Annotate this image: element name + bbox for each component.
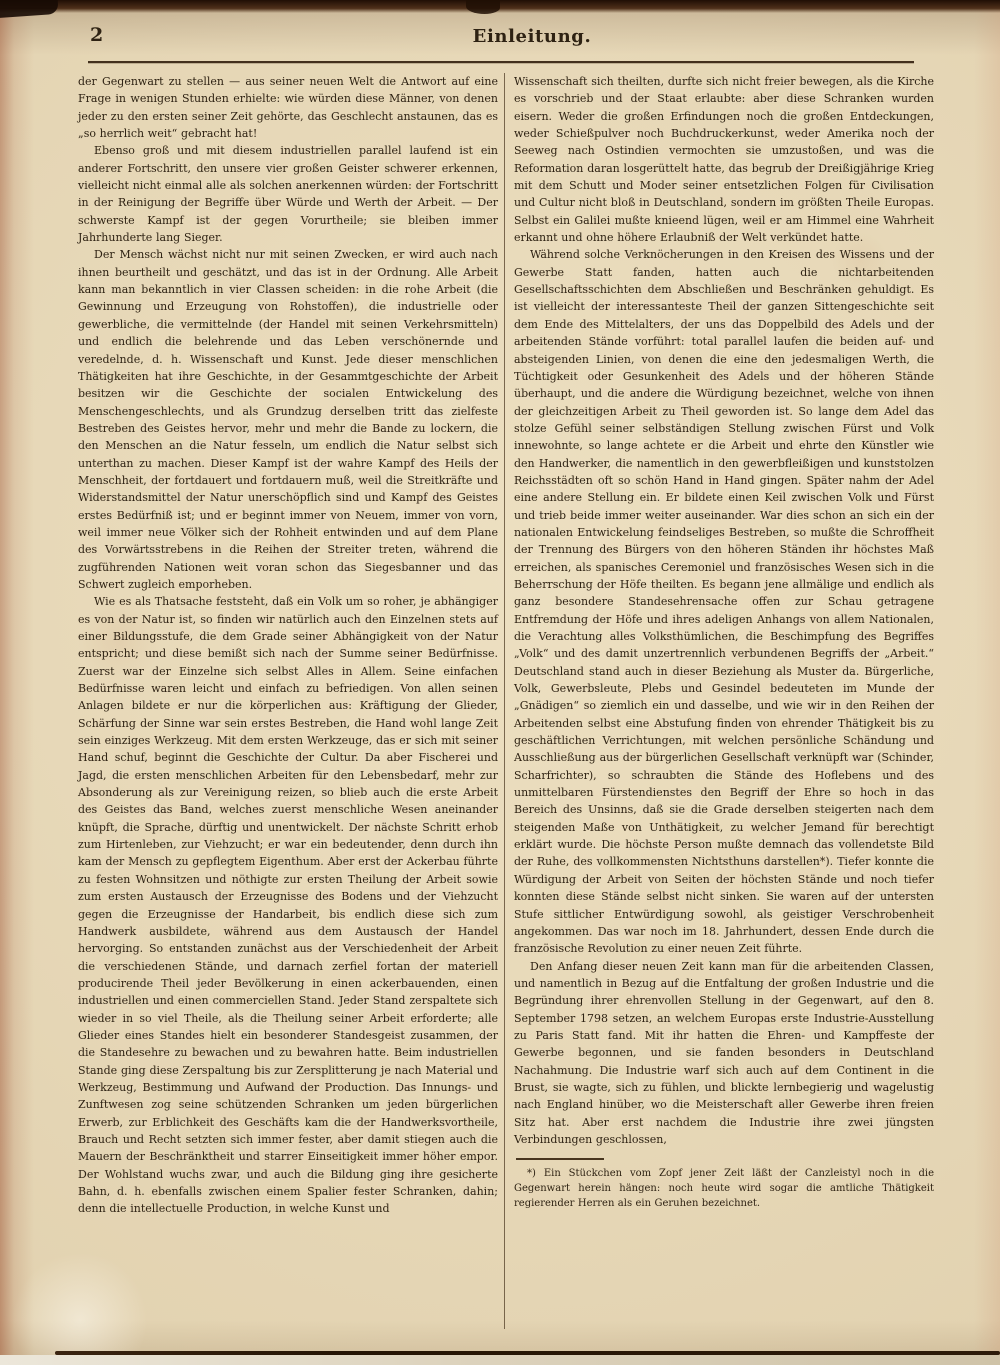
footnote-rule (516, 1158, 604, 1160)
paragraph: Wie es als Thatsache feststeht, daß ein Volk um so roher, je abhängiger es von der Natur ist, so finden wir natürlich auch den Einzelnen stets auf einer Bildungsstufe, die dem Grade seiner Abhängigkeit von der Natur entspricht; und diese bemißt sich nach der Summe seiner Bedürfnisse. Zuerst war der Einzelne sich selbst Alles in Allem. Seine einfachen Bedürfnisse waren leicht und einfach zu befriedigen. Von allen seinen Anlagen bildete er nur die körperlichen aus: Kräftigung der Glieder, Schärfung der Sinne war sein erstes Bestreben, die Hand wohl lange Zeit sein einziges Werkzeug. Mit dem ersten Werkzeuge, das er sich mit seiner Hand schuf, beginnt die Geschichte der Cultur. Da aber Fischerei und Jagd, die ersten menschlichen Arbeiten für den Lebensbedarf, mehr zur Absonderung als zur Vereinigung reizen, so blieb auch die erste Arbeit des Geistes das Band, welches zuerst menschliche Wesen aneinander knüpft, die Sprache, dürftig und unentwickelt. Der nächste Schritt erhob zum Hirtenleben, zur Viehzucht; er war ein bedeutender, denn durch ihn kam der Mensch zu gepflegtem Eigenthum. Aber erst der Ackerbau führte zu festen Wohnsitzen und nöthigte zur ersten Theilung der Arbeit sowie zum ersten Austausch der Erzeugnisse des Bodens und der Viehzucht gegen die Erzeugnisse der Handarbeit, bis endlich diese sich zum Handwerk ausbildete, während aus dem Austausch der Handel hervorging. So entstanden zunächst aus der Verschiedenheit der Arbeit die verschiedenen Stände, und darnach zerfiel fortan der materiell producirende Theil jeder Bevölkerung in einen ackerbauenden, einen industriellen und einen commerciellen Stand. Jeder Stand zerspaltete sich wieder in so viel Theile, als die Theilung seiner Arbeit erforderte; alle Glieder eines Standes hielt ein besonderer Standesgeist zusammen, der die Standesehre zu bewachen und zu bewahren hatte. Beim industriellen Stande ging diese Zerspaltung bis zur Zersplitterung je nach Material und Werkzeug, Bestimmung und Aufwand der Production. Das Innungs- und Zunftwesen zog seine schützenden Schranken um jeden bürgerlichen Erwerb, zur Erblichkeit des Geschäfts kam die der Handwerksvortheile, Brauch und Recht setzten sich immer fester, aber damit stiegen auch die Mauern der Beschränktheit und starrer Einseitigkeit immer höher empor. Der Wohlstand wuchs zwar, und auch die Bildung ging ihre gesicherte Bahn, d. h. ebenfalls zwischen einem Spalier fester Schranken, dahin; denn die intellectuelle Production, in welche Kunst und (78, 595, 498, 1216)
page-title: Einleitung. (472, 26, 592, 47)
paragraph: der Gegenwart zu stellen — aus seiner neuen Welt die Antwort auf eine Frage in wenigen Stunden erhielte: wie würden diese Männer, von denen jeder zu den ersten seiner Zeit gehörte, das Geschlecht anstaunen, das es „so herrlich weit“ gebracht hat! (78, 75, 498, 141)
scan-bottom-edge (55, 1351, 1000, 1355)
paragraph: Wissenschaft sich theilten, durfte sich nicht freier bewegen, als die Kirche es vorschrieb und der Staat erlaubte: aber diese Schranken wurden eisern. Weder die großen Erfindungen noch die großen Entdeckungen, weder Schießpulver noch Buchdruckerkunst, weder Amerika noch der Seeweg nach Ostindien vermochten sie umzustoßen, und was die Reformation daran losgerüttelt hatte, das begrub der Dreißigjährige Krieg mit dem Schutt und Moder seiner entsetzlichen Folgen für Civilisation und Cultur nicht bloß in Deutschland, sondern im größten Theile Europas. Selbst ein Galilei mußte knieend lügen, weil er am Himmel eine Wahrheit erkannt und ohne höhere Erlaubniß der Welt verkündet hatte. (514, 75, 934, 245)
paragraph: Während solche Verknöcherungen in den Kreisen des Wissens und der Gewerbe Statt fanden, hatten auch die nichtarbeitenden Gesellschaftsschichten dem Abschließen und Beschränken gehuldigt. Es ist vielleicht der interessanteste Theil der ganzen Sittengeschichte seit dem Ende des Mittelalters, der uns das Doppelbild des Adels und der arbeitenden Stände vorführt: total parallel laufen die beiden auf- und absteigenden Linien, von denen die eine den jedesmaligen Werth, die Tüchtigkeit oder Gesunkenheit des Adels und der höheren Stände überhaupt, und die andere die Würdigung bezeichnet, welche von ihnen der gleichzeitigen Arbeit zu Theil geworden ist. So lange dem Adel das stolze Gefühl seiner selbständigen Stellung zwischen Fürst und Volk innewohnte, so lange achtete er die Arbeit und ehrte den Künstler wie den Handwerker, die namentlich in den gewerbfleißigen und kunststolzen Reichsstädten oft so schön Hand in Hand gingen. Später nahm der Adel eine andere Stellung ein. Er bildete einen Keil zwischen Volk und Fürst und trieb beide immer weiter auseinander. War dies schon an sich ein der nationalen Entwickelung feindseliges Bestreben, so mußte die Schroffheit der Trennung des Bürgers von den höheren Ständen ihr höchstes Maß erreichen, als spanisches Ceremoniel und französisches Wesen sich in die Beherrschung der Höfe theilten. Es begann jene allmälige und endlich als ganz besondere Standesehrensache offen zur Schau getragene Entfremdung der Höfe und ihres adeligen Anhangs von allem Nationalen, die Verachtung alles Volksthümlichen, die Beschimpfung des Begriffes „Volk“ und des damit unzertrennlich verbundenen Begriffs der „Arbeit.“ Deutschland stand auch in dieser Beziehung als Muster da. Bürgerliche, Volk, Gewerbsleute, Plebs und Gesindel bedeuteten im Munde der „Gnädigen“ so ziemlich ein und dasselbe, und wie wir in den Reihen der Arbeitenden selbst eine Abstufung finden von ehrender Thätigkeit bis zu geschäftlichen Verrichtungen, mit welchen persönliche Schändung und Ausschließung aus der bürgerlichen Gesellschaft verknüpft war (Schinder, Scharfrichter), so schraubten die Stände des Hoflebens und des unmittelbaren Fürstendienstes den Begriff der Ehre so hoch in das Bereich des Unsinns, daß sie die Grade derselben steigerten nach dem steigenden Maße von Unthätigkeit, zu welcher Jemand für berechtigt erklärt wurde. Die höchste Person mußte demnach das vollendetste Bild der Ruhe, des vollkommensten Nichtsthuns darstellen*). Tiefer konnte die Würdigung der Arbeit von Seiten der höchsten Stände und noch tiefer konnten diese Stände selbst nicht sinken. Sie waren auf der untersten Stufe sittlicher Entwürdigung sowohl, als geistiger Verschrobenheit angekommen. Das war noch im 18. Jahrhundert, dessen Ende durch die französische Revolution zu einer neuen Zeit führte. (514, 248, 934, 956)
paragraph: Der Mensch wächst nicht nur mit seinen Zwecken, er wird auch nach ihnen beurtheilt und geschätzt, und das ist in der Ordnung. Alle Arbeit kann man bekanntlich in vier Classen scheiden: in die rohe Arbeit (die Gewinnung und Erzeugung von Rohstoffen), die industrielle oder gewerbliche, die vermittelnde (der Handel mit seinen Verkehrsmitteln) und endlich die belehrende und das Leben verschönernde und veredelnde, d. h. Wissenschaft und Kunst. Jede dieser menschlichen Thätigkeiten hat ihre Geschichte, in der Gesammtgeschichte der Arbeit besitzen wir die Geschichte der socialen Entwickelung des Menschengeschlechts, und als Grundzug derselben tritt das zielfeste Bestreben des Geistes hervor, mehr und mehr die Bande zu lockern, die den Menschen an die Natur fesseln, um endlich die Natur selbst sich unterthan zu machen. Dieser Kampf ist der wahre Kampf des Heils der Menschheit, der fortdauert und fortdauern muß, weil die Streitkräfte und Widerstandsmittel der Natur unerschöpflich sind und Kampf des Geistes erstes Bedürfniß ist; und er beginnt immer von Neuem, immer von vorn, weil immer neue Völker sich der Rohheit entwinden und auf dem Plane des Vorwärtsstrebens in die Reihen der Streiter treten, während die zugführenden Nationen weit voran schon das Siegesbanner und das Schwert zugleich emporheben. (78, 248, 498, 591)
footnote-text: *) Ein Stückchen vom Zopf jener Zeit läßt der Canzleistyl noch in die Gegenwart herein hängen: noch heute wird sogar die amtliche Thätigkeit regierender Herren als ein Geruhen bezeichnet. (514, 1168, 934, 1209)
scan-ink-blob (466, 0, 500, 14)
text-columns (78, 73, 934, 1218)
header-rule (88, 61, 914, 63)
page-bottom-strip (0, 1355, 1000, 1365)
scan-corner-smudge (0, 0, 59, 18)
scan-top-edge (0, 0, 1000, 13)
left-column (78, 73, 498, 1218)
right-column (514, 73, 934, 1218)
column-divider (504, 73, 505, 1329)
page-number: 2 (90, 24, 104, 46)
paragraph: Ebenso groß und mit diesem industriellen parallel laufend ist ein anderer Fortschritt, den unsere vier großen Geister schwerer erkennen, vielleicht nicht einmal alle als solchen anerkennen würden: der Fortschritt in der Reinigung der Begriffe über Würde und Werth der Arbeit. — Der schwerste Kampf ist der gegen Vorurtheile; sie bleiben immer Jahrhunderte lang Sieger. (78, 144, 498, 245)
paragraph: Den Anfang dieser neuen Zeit kann man für die arbeitenden Classen, und namentlich in Bezug auf die Entfaltung der großen Industrie und die Begründung ihrer ehrenvollen Stellung in der Gegenwart, auf den 8. September 1798 setzen, an welchem Europas erste Industrie-Ausstellung zu Paris Statt fand. Mit ihr hatten die Ehren- und Kampffeste der Gewerbe begonnen, und sie fanden besonders in Deutschland Nachahmung. Die Industrie warf sich auch auf dem Continent in die Brust, sie wagte, sich zu fühlen, und blickte lernbegierig und wagelustig nach England hinüber, wo die Meisterschaft aller Gewerbe ihren freien Sitz hat. Aber erst nachdem die Industrie ihre zwei jüngsten Verbindungen geschlossen, (514, 959, 934, 1146)
